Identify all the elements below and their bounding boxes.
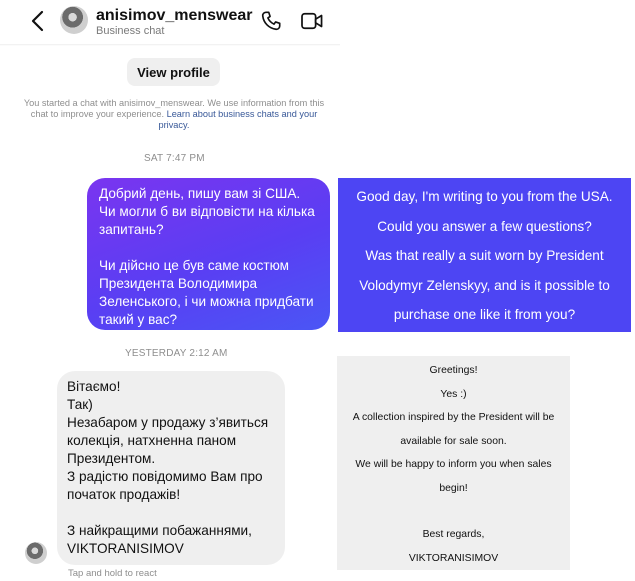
- timestamp: SAT 7:47 PM: [144, 153, 205, 164]
- message-line: запитань?: [99, 222, 164, 237]
- avatar[interactable]: [60, 6, 88, 34]
- incoming-translation-panel: [337, 356, 570, 570]
- chevron-left-icon[interactable]: [28, 9, 48, 33]
- message-line: З радістю повідомимо Вам про: [67, 469, 263, 484]
- chat-subtitle: Business chat: [96, 25, 165, 37]
- message-line: Чи могли б ви відповісти на кілька: [99, 204, 315, 219]
- message-line: Зеленського, і чи можна придбати: [99, 294, 314, 309]
- translation-line: Greetings!: [429, 365, 478, 376]
- outgoing-message-bubble[interactable]: [87, 178, 330, 330]
- notice-period: .: [186, 120, 190, 130]
- message-line: Так): [67, 397, 93, 412]
- outgoing-translation-panel: [338, 178, 631, 332]
- chat-header: [0, 0, 340, 44]
- message-line: VIKTORANISIMOV: [67, 541, 184, 556]
- translation-line: Was that really a suit worn by President: [365, 248, 604, 263]
- translation-line: available for sale soon.: [400, 435, 507, 447]
- message-line: Незабаром у продажу з’явиться: [67, 415, 269, 430]
- translation-line: begin!: [439, 482, 468, 494]
- header-divider: [0, 44, 340, 46]
- message-line: Добрий день, пишу вам зі США.: [99, 186, 301, 201]
- translation-line: Volodymyr Zelenskyy, and is it possible to: [359, 277, 610, 293]
- view-profile-button[interactable]: View profile: [127, 58, 220, 86]
- translation-line: Yes :): [440, 388, 467, 400]
- chat-handle[interactable]: anisimov_menswear: [96, 7, 253, 24]
- message-line: З найкращими побажаннями,: [67, 523, 252, 538]
- sender-avatar[interactable]: [25, 542, 47, 564]
- business-chat-notice: [20, 98, 328, 131]
- translation-line: Good day, I'm writing to you from the USA.: [356, 189, 613, 204]
- translation-line: VIKTORANISIMOV: [408, 552, 499, 564]
- video-camera-icon[interactable]: [300, 11, 324, 31]
- tap-and-hold-hint: Tap and hold to react: [68, 568, 157, 579]
- message-line: Вітаємо!: [67, 379, 121, 394]
- message-line: Президентом.: [67, 451, 156, 466]
- message-line: Президента Володимира: [99, 276, 258, 291]
- translation-line: Could you answer a few questions?: [377, 218, 592, 234]
- message-line: Чи дійсно це був саме костюм: [99, 258, 289, 273]
- message-line: такий у вас?: [99, 312, 178, 327]
- privacy-link[interactable]: Learn about business chats and your privacy: [158, 109, 318, 130]
- timestamp: YESTERDAY 2:12 AM: [125, 348, 228, 359]
- incoming-message-bubble[interactable]: [57, 371, 285, 565]
- notice-text: You started a chat with anisimov_menswear. We use information from this chat to improve your experience.: [23, 98, 325, 119]
- phone-icon[interactable]: [260, 10, 282, 32]
- translation-line: purchase one like it from you?: [393, 307, 576, 322]
- translation-line: A collection inspired by the President will be: [352, 412, 555, 423]
- message-line: початок продажів!: [67, 487, 181, 502]
- translation-line: We will be happy to inform you when sales: [355, 459, 552, 470]
- translation-line: Best regards,: [422, 529, 485, 540]
- message-line: колекція, натхненна паном: [67, 433, 237, 448]
